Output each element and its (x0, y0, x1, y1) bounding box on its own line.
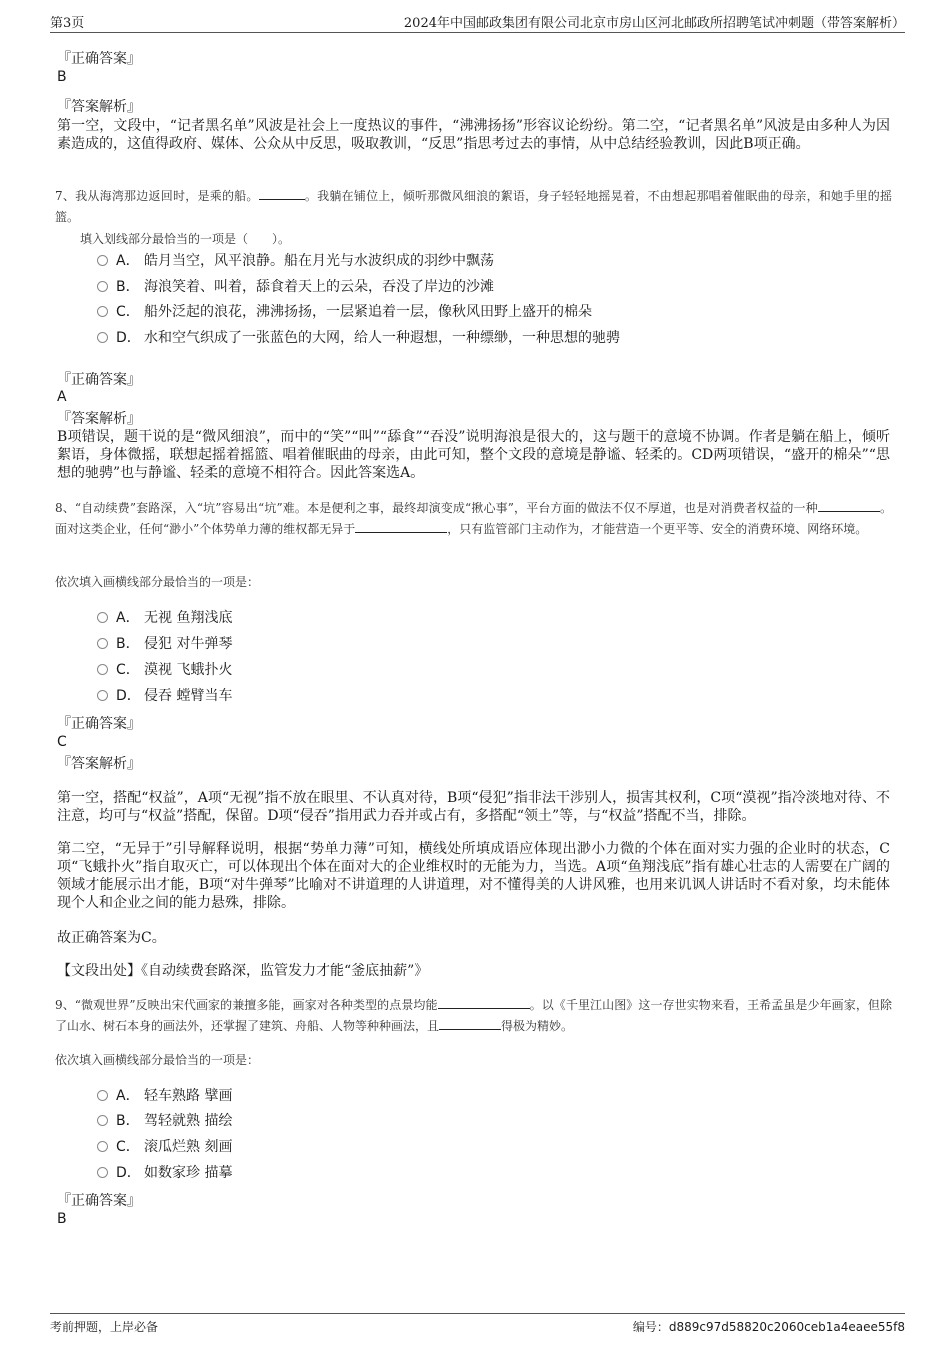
option-c[interactable]: C． 船外泛起的浪花，沸沸扬扬，一层紧追着一层，像秋风田野上盛开的棉朵 (97, 303, 592, 321)
option-a[interactable]: A． 皓月当空，风平浪静。船在月光与水波织成的羽纱中飘荡 (97, 252, 494, 270)
radio-icon[interactable] (97, 306, 108, 317)
option-b[interactable]: B． 驾轻就熟 描绘 (97, 1112, 232, 1130)
fill-blank (439, 1016, 501, 1030)
radio-icon[interactable] (97, 255, 108, 266)
answer-value: B (57, 1211, 67, 1227)
fill-blank (818, 498, 880, 512)
question-7-instruction: 填入划线部分最恰当的一项是（ ）。 (80, 232, 291, 246)
fill-blank (438, 995, 530, 1009)
fill-blank (355, 519, 447, 533)
radio-icon[interactable] (97, 281, 108, 292)
analysis-label: 『答案解析』 (57, 99, 141, 115)
radio-icon[interactable] (97, 1090, 108, 1101)
analysis-text: B项错误，题干说的是“微风细浪”，而中的“笑”“叫”“舔食”“吞没”说明海浪是很大的，这与题干的意境不协调。作者是躺在船上，倾听絮语，身体微摇，联想起摇着摇篮、唱着催眠曲的母亲，由此可知，整个文段的意境是静谧、轻柔的。CD两项错误，“盛开的棉朵”“思想的驰骋”也与静谧、轻柔的意境不相符合。因此答案选A。 (57, 429, 890, 481)
analysis-conclusion: 故正确答案为C。 (57, 930, 166, 946)
analysis-text: 第一空，文段中，“记者黑名单”风波是社会上一度热议的事件，“沸沸扬扬”形容议论纷纷。第二空，“记者黑名单”风波是由多种人为因素造成的，这值得政府、媒体、公众从中反思，吸取教训，“反思”指思考过去的事情，从中总结经验教训，因此B项正确。 (57, 118, 890, 152)
answer-value: B (57, 69, 67, 85)
option-b[interactable]: B． 海浪笑着、叫着，舔食着天上的云朵，吞没了岸边的沙滩 (97, 278, 494, 296)
analysis-text: 第一空，搭配“权益”，A项“无视”指不放在眼里、不认真对待，B项“侵犯”指非法干涉别人，损害其权利，C项“漠视”指冷淡地对待、不注意，均可与“权益”搭配，保留。D项“侵吞”指用武力吞并或占有，多搭配“领土”等，与“权益”搭配不当，排除。 (57, 790, 890, 824)
question-8-instruction: 依次填入画横线部分最恰当的一项是： (55, 575, 260, 589)
question-9-stem: 9、“微观世界”反映出宋代画家的兼擅多能，画家对各种类型的点景均能 。以《千里江山图》这一存世实物来看，王希孟虽是少年画家，但除了山水、树石本身的画法外，还掌握了建筑、舟船、人物等种种画法，且 得极为精妙。 (55, 995, 892, 1037)
answer-label: 『正确答案』 (57, 1193, 141, 1209)
footer-slogan: 考前押题，上岸必备 (50, 1320, 159, 1334)
option-c[interactable]: C． 漠视 飞蛾扑火 (97, 661, 232, 679)
fill-blank (259, 186, 305, 200)
document-code: 编号：d889c97d58820c2060ceb1a4eaee55f8 (632, 1320, 905, 1334)
document-title: 2024年中国邮政集团有限公司北京市房山区河北邮政所招聘笔试冲刺题（带答案解析） (403, 16, 905, 31)
radio-icon[interactable] (97, 664, 108, 675)
option-d[interactable]: D． 侵吞 螳臂当车 (97, 687, 232, 705)
page-header (50, 12, 905, 33)
answer-label: 『正确答案』 (57, 51, 141, 67)
radio-icon[interactable] (97, 612, 108, 623)
answer-label: 『正确答案』 (57, 372, 141, 388)
question-7-stem: 7、我从海湾那边返回时，是乘的船。 。我躺在铺位上，倾听那微风细浪的絮语，身子轻轻地摇晃着，不由想起那唱着催眠曲的母亲，和她手里的摇篮。 (55, 186, 892, 228)
analysis-text: 第二空，“无异于”引导解释说明，根据“势单力薄”可知，横线处所填成语应体现出渺小力微的个体在面对实力强的企业时的状态，C项“飞蛾扑火”指自取灭亡，可以体现出个体在面对大的企业维权时的无能为力，当选。A项“鱼翔浅底”指有雄心壮志的人需要在广阔的领域才能展示出才能，B项“对牛弹琴”比喻对不讲道理的人讲道理，对不懂得美的人讲风雅，也用来讥讽人讲话时不看对象，均未能体现个人和企业之间的能力悬殊，排除。 (57, 841, 890, 911)
analysis-label: 『答案解析』 (57, 756, 141, 772)
option-d[interactable]: D． 如数家珍 描摹 (97, 1164, 232, 1182)
radio-icon[interactable] (97, 332, 108, 343)
answer-value: C (57, 734, 67, 750)
source-citation: 【文段出处】《自动续费套路深，监管发力才能“釜底抽薪”》 (57, 963, 429, 979)
answer-label: 『正确答案』 (57, 716, 141, 732)
page-footer (50, 1313, 905, 1336)
radio-icon[interactable] (97, 1115, 108, 1126)
option-a[interactable]: A． 轻车熟路 擘画 (97, 1087, 232, 1105)
option-c[interactable]: C． 滚瓜烂熟 刻画 (97, 1138, 232, 1156)
option-b[interactable]: B． 侵犯 对牛弹琴 (97, 635, 232, 653)
answer-value: A (57, 389, 67, 405)
question-9-instruction: 依次填入画横线部分最恰当的一项是： (55, 1053, 260, 1067)
analysis-label: 『答案解析』 (57, 411, 141, 427)
radio-icon[interactable] (97, 1167, 108, 1178)
radio-icon[interactable] (97, 1141, 108, 1152)
option-a[interactable]: A． 无视 鱼翔浅底 (97, 609, 232, 627)
question-8-stem: 8、“自动续费”套路深，入“坑”容易出“坑”难。本是便利之事，最终却演变成“揪心事”，平台方面的做法不仅不厚道，也是对消费者权益的一种 。面对这类企业，任何“渺小”个体势单力薄的维权都无异于 ，只有监管部门主动作为，才能营造一个更平等、安全的消费环境、网络环境。 (55, 498, 892, 540)
option-d[interactable]: D． 水和空气织成了一张蓝色的大网，给人一种遐想，一种缥缈，一种思想的驰骋 (97, 329, 620, 347)
page-number: 第3页 (50, 16, 85, 31)
radio-icon[interactable] (97, 638, 108, 649)
radio-icon[interactable] (97, 690, 108, 701)
